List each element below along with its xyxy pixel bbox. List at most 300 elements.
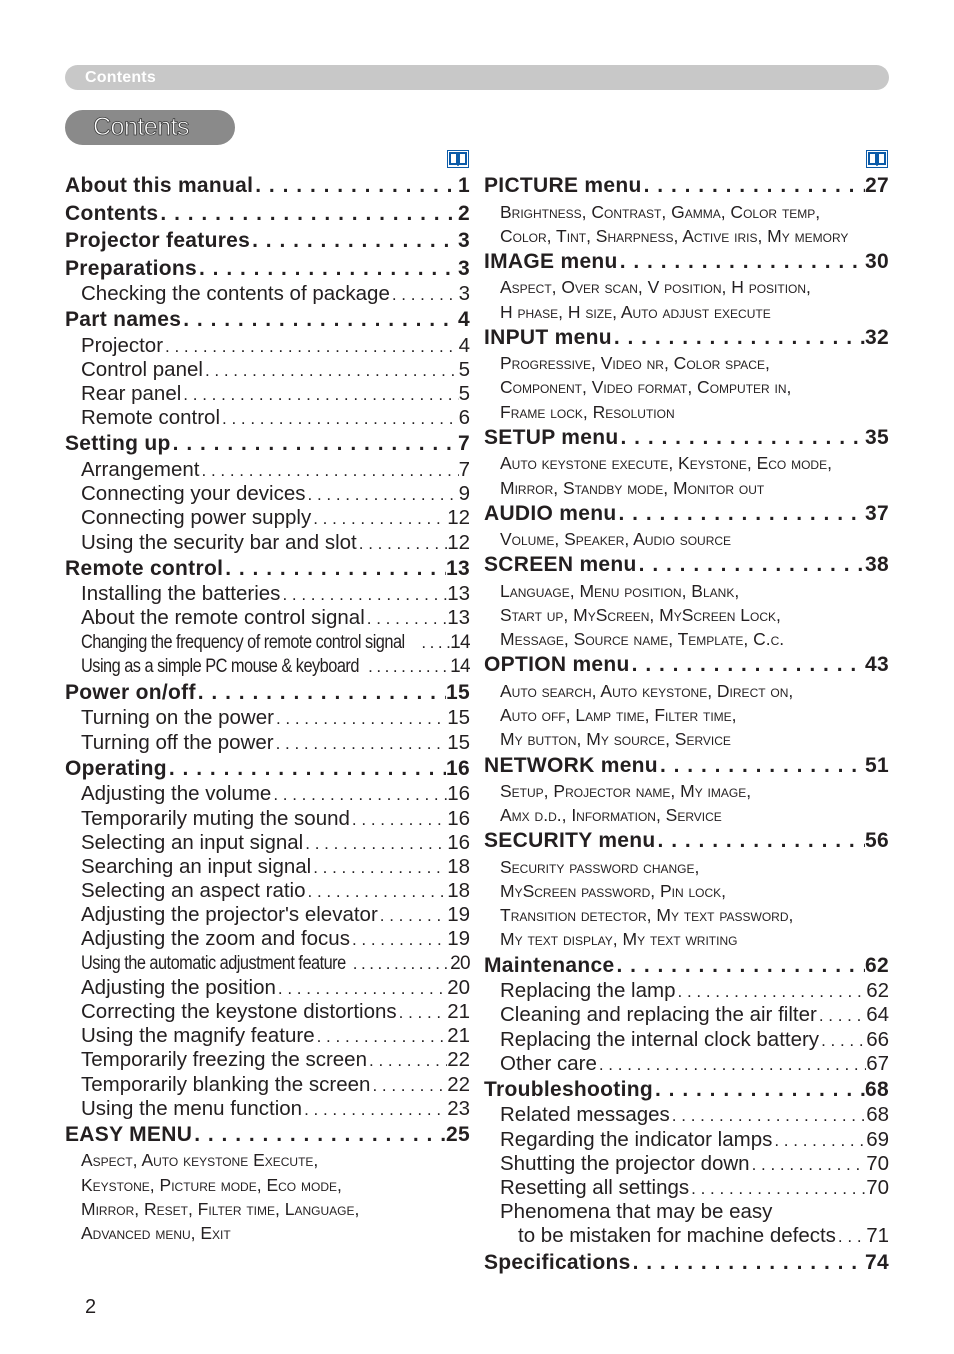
- dot-leader: [631, 1249, 865, 1277]
- toc-entry-label: SCREEN menu: [484, 553, 637, 577]
- toc-page-number: 5: [458, 357, 470, 381]
- toc-subsection-entry[interactable]: [65, 976, 470, 1000]
- toc-entry-label: AUDIO menu: [484, 501, 617, 525]
- toc-entry-label: Control panel: [81, 357, 203, 381]
- dot-leader: [772, 1129, 866, 1152]
- toc-entry-label: Turning on the power: [81, 706, 274, 730]
- toc-entry-label: INPUT menu: [484, 325, 612, 349]
- toc-page-number: 4: [458, 308, 470, 332]
- toc-page-number: 7: [458, 432, 470, 456]
- toc-entry-label: Using the magnify feature: [81, 1024, 315, 1048]
- toc-menu-items: [484, 476, 889, 500]
- toc-page-number: 19: [447, 927, 470, 951]
- toc-subsection-entry[interactable]: [65, 334, 470, 358]
- dot-leader: [390, 283, 459, 306]
- toc-subsection-entry[interactable]: [484, 979, 889, 1003]
- toc-page-number: 21: [447, 1024, 470, 1048]
- toc-entry-label: Auto off, Lamp time, Filter time,: [500, 705, 737, 726]
- dot-leader: [817, 1004, 866, 1027]
- toc-entry-label: OPTION menu: [484, 653, 630, 677]
- dot-leader: [597, 1053, 866, 1076]
- toc-entry-label: Other care: [500, 1051, 597, 1075]
- dot-leader: [615, 952, 866, 980]
- toc-subsection-entry[interactable]: [484, 1176, 889, 1200]
- toc-section-entry[interactable]: [65, 200, 470, 228]
- dot-leader: [653, 1076, 865, 1104]
- toc-entry-label: My text display, My text writing: [500, 929, 738, 950]
- dot-leader: [365, 607, 447, 630]
- toc-entry-label: Phenomena that may be easy: [500, 1200, 773, 1224]
- toc-subsection-entry[interactable]: [484, 1003, 889, 1027]
- toc-entry-label: Using the menu function: [81, 1096, 303, 1120]
- toc-entry-label: Replacing the lamp: [500, 979, 676, 1003]
- toc-entry-label: Selecting an aspect ratio: [81, 879, 306, 903]
- toc-subsection-entry[interactable]: [65, 358, 470, 382]
- toc-page-number: 64: [866, 1003, 889, 1027]
- dot-leader: [311, 856, 447, 879]
- toc-menu-items: [484, 275, 889, 299]
- toc-entry-label: Turning off the power: [81, 730, 274, 754]
- toc-section-entry[interactable]: [484, 172, 889, 200]
- toc-page-number: 67: [866, 1051, 889, 1075]
- toc-entry-label: Temporarily blanking the screen: [81, 1072, 371, 1096]
- toc-menu-items: [484, 727, 889, 751]
- toc-entry-label: Setting up: [65, 432, 171, 456]
- toc-page-number: 7: [458, 457, 470, 481]
- toc-subsection-entry[interactable]: [65, 531, 470, 555]
- dot-leader: [350, 808, 447, 831]
- toc-page-number: 14: [450, 631, 470, 653]
- dot-leader: [618, 424, 865, 452]
- dot-leader: [618, 248, 865, 276]
- toc-page-number: 56: [865, 829, 889, 853]
- dot-leader: [642, 172, 865, 200]
- toc-entry-label: Selecting an input signal: [81, 830, 304, 854]
- dot-leader: [192, 1121, 446, 1149]
- toc-page-number: 3: [458, 229, 470, 252]
- toc-page-number: 66: [866, 1027, 889, 1051]
- toc-entry-label: Start up, MyScreen, MyScreen Lock,: [500, 605, 781, 626]
- toc-page-number: 16: [447, 830, 470, 854]
- toc-entry-label: Cleaning and replacing the air filter: [500, 1003, 817, 1027]
- dot-leader: [351, 952, 450, 976]
- toc-entry-label: Setup, Projector name, My image,: [500, 781, 752, 801]
- dot-leader: [181, 306, 458, 334]
- toc-entry-label: Aspect, Over scan, V position, H position,: [500, 277, 811, 298]
- toc-page-number: 15: [447, 706, 470, 730]
- toc-entry-label: Language, Menu position, Blank,: [500, 580, 740, 601]
- toc-subsection-entry[interactable]: [484, 1152, 889, 1176]
- toc-entry-label: Power on/off: [65, 680, 196, 704]
- toc-entry-label: MyScreen password, Pin lock,: [500, 881, 727, 902]
- toc-page-number: 12: [447, 506, 470, 530]
- toc-entry-label: Volume, Speaker, Audio source: [500, 529, 732, 550]
- toc-entry-label: Adjusting the projector's elevator: [81, 903, 378, 927]
- toc-subsection-entry[interactable]: [484, 1224, 889, 1248]
- dot-leader: [158, 200, 458, 228]
- toc-entry-label: SETUP menu: [484, 425, 619, 449]
- toc-entry-label: Connecting power supply: [81, 506, 312, 530]
- toc-section-entry[interactable]: [65, 1121, 470, 1149]
- toc-section-entry[interactable]: [484, 752, 889, 780]
- toc-section-entry[interactable]: [65, 430, 470, 458]
- toc-subsection-entry[interactable]: [484, 1128, 889, 1152]
- dot-leader: [612, 324, 865, 352]
- toc-entry-label: Remote control: [65, 556, 224, 580]
- toc-right-column: [484, 172, 889, 1276]
- toc-page-number: 18: [447, 879, 470, 903]
- page-title: Contents: [93, 113, 190, 141]
- dot-leader: [819, 1029, 866, 1052]
- toc-page-number: 30: [865, 249, 889, 273]
- dot-leader: [419, 631, 450, 655]
- dot-leader: [750, 1153, 867, 1176]
- toc-entry-label: Checking the contents of package: [81, 282, 390, 305]
- dot-leader: [274, 732, 448, 755]
- toc-left-column: [65, 172, 470, 1245]
- toc-entry-label: Adjusting the zoom and focus: [81, 927, 350, 951]
- toc-section-entry[interactable]: [484, 248, 889, 276]
- toc-section-entry[interactable]: [484, 324, 889, 352]
- dot-leader: [315, 1025, 448, 1048]
- toc-subsection-entry[interactable]: [65, 1024, 470, 1048]
- dot-leader: [197, 255, 458, 283]
- toc-entry-label: Keystone, Picture mode, Eco mode,: [81, 1174, 342, 1195]
- toc-entry-label: About the remote control signal: [81, 606, 365, 630]
- toc-entry-label: Correcting the keystone distortions: [81, 1000, 397, 1023]
- dot-leader: [378, 904, 447, 927]
- toc-menu-items: [65, 1221, 470, 1245]
- toc-page-number: 22: [447, 1048, 470, 1072]
- toc-page-number: 74: [865, 1250, 889, 1274]
- toc-entry-label: Regarding the indicator lamps: [500, 1127, 773, 1151]
- toc-page-number: 21: [447, 1000, 470, 1023]
- toc-page-number: 70: [866, 1151, 889, 1175]
- toc-entry-label: H phase, H size, Auto adjust execute: [500, 301, 771, 322]
- toc-entry-label: Searching an input signal: [81, 854, 312, 878]
- dot-leader: [271, 783, 447, 806]
- toc-entry-label: Contents: [65, 201, 159, 225]
- toc-entry-label: Auto keystone execute, Keystone, Eco mode,: [500, 453, 832, 474]
- toc-subsection-entry[interactable]: [65, 952, 470, 976]
- toc-menu-items: [484, 451, 889, 475]
- toc-subsection-entry[interactable]: [65, 927, 470, 951]
- toc-menu-items: [484, 903, 889, 927]
- toc-entry-label: Resetting all settings: [500, 1175, 690, 1199]
- toc-entry-label: Security password change,: [500, 856, 700, 877]
- dot-leader: [276, 977, 447, 1000]
- toc-menu-items: [484, 527, 889, 551]
- toc-page-number: 13: [447, 582, 470, 606]
- toc-page-number: 20: [447, 975, 470, 999]
- dot-leader: [370, 1074, 447, 1097]
- toc-page-number: 16: [447, 806, 470, 830]
- dot-leader: [689, 1177, 866, 1200]
- toc-page-number: 69: [866, 1127, 889, 1151]
- dot-leader: [167, 755, 446, 783]
- toc-entry-label: Advanced menu, Exit: [81, 1223, 231, 1243]
- dot-leader: [670, 1104, 866, 1127]
- toc-page-number: 19: [447, 903, 470, 927]
- dot-leader: [306, 880, 448, 903]
- toc-page-number: 6: [458, 406, 470, 430]
- toc-menu-items: [484, 679, 889, 703]
- dot-leader: [302, 1098, 447, 1121]
- dot-leader: [366, 655, 450, 679]
- toc-section-entry[interactable]: [484, 952, 889, 980]
- toc-entry-label: Temporarily muting the sound: [81, 806, 350, 830]
- toc-page-number: 1: [458, 174, 470, 197]
- toc-entry-label: Using as a simple PC mouse & keyboard: [81, 655, 359, 677]
- toc-menu-items: [65, 1148, 470, 1172]
- toc-page-number: 15: [447, 730, 470, 754]
- toc-entry-label: Projector features: [65, 229, 251, 252]
- toc-entry-label: Part names: [65, 308, 182, 332]
- toc-entry-label: Aspect, Auto keystone Execute,: [81, 1150, 319, 1171]
- toc-section-entry[interactable]: [65, 255, 470, 283]
- dot-leader: [163, 335, 459, 358]
- toc-menu-items: [484, 927, 889, 951]
- toc-menu-items: [484, 879, 889, 903]
- dot-leader: [637, 551, 865, 579]
- toc-page-number: 25: [446, 1122, 470, 1146]
- toc-section-entry[interactable]: [65, 172, 470, 200]
- toc-section-entry[interactable]: [484, 827, 889, 855]
- dot-leader: [250, 227, 458, 255]
- dot-leader: [836, 1225, 866, 1248]
- toc-subsection-entry[interactable]: [65, 406, 470, 430]
- toc-page-number: 71: [866, 1224, 889, 1248]
- toc-page-number: 35: [865, 425, 889, 449]
- toc-entry-label: Brightness, Contrast, Gamma, Color temp,: [500, 201, 821, 222]
- toc-entry-label: My button, My source, Service: [500, 729, 731, 750]
- toc-entry-label: IMAGE menu: [484, 249, 618, 273]
- toc-page-number: 14: [450, 655, 470, 677]
- toc-menu-items: [484, 400, 889, 424]
- toc-page-number: 4: [458, 333, 470, 357]
- toc-section-entry[interactable]: [65, 227, 470, 255]
- toc-entry-label: Operating: [65, 756, 167, 780]
- toc-page-number: 70: [866, 1175, 889, 1199]
- dot-leader: [397, 1001, 448, 1024]
- toc-page-number: 15: [446, 680, 470, 704]
- toc-page-number: 16: [446, 756, 470, 780]
- toc-entry-label: PICTURE menu: [484, 174, 642, 197]
- toc-subsection-entry[interactable]: [65, 831, 470, 855]
- toc-subsection-entry[interactable]: [65, 458, 470, 482]
- toc-subsection-entry[interactable]: [65, 506, 470, 530]
- dot-leader: [253, 172, 458, 200]
- toc-entry-label: Amx d.d., Information, Service: [500, 805, 722, 826]
- toc-page-number: 3: [458, 282, 470, 305]
- toc-subsection-entry[interactable]: [65, 731, 470, 755]
- toc-entry-label: Specifications: [484, 1250, 631, 1274]
- dot-leader: [676, 980, 867, 1003]
- toc-section-entry[interactable]: [65, 555, 470, 583]
- toc-entry-label: Component, Video format, Computer in,: [500, 377, 792, 398]
- toc-entry-label: Mirror, Standby mode, Monitor out: [500, 477, 765, 498]
- toc-entry-label: Using the security bar and slot: [81, 530, 357, 554]
- toc-menu-items: [484, 300, 889, 324]
- toc-page-number: 22: [447, 1072, 470, 1096]
- dot-leader: [658, 752, 865, 780]
- toc-section-entry[interactable]: [65, 306, 470, 334]
- toc-page-number: 18: [447, 854, 470, 878]
- toc-entry-label: Adjusting the volume: [81, 782, 272, 806]
- toc-subsection-entry[interactable]: [484, 1103, 889, 1127]
- toc-section-entry[interactable]: [484, 1249, 889, 1277]
- toc-section-entry[interactable]: [65, 755, 470, 783]
- toc-subsection-entry[interactable]: [65, 807, 470, 831]
- toc-subsection-entry[interactable]: [65, 1000, 470, 1024]
- toc-entry-label: Frame lock, Resolution: [500, 401, 675, 422]
- toc-menu-items: [484, 579, 889, 603]
- toc-entry-label: Progressive, Video nr, Color space,: [500, 353, 770, 374]
- toc-menu-items: [484, 200, 889, 224]
- toc-page-number: 5: [458, 382, 470, 406]
- toc-entry-label: Using the automatic adjustment feature: [81, 952, 346, 974]
- toc-entry-label: Connecting your devices: [81, 482, 306, 506]
- toc-section-entry[interactable]: [484, 551, 889, 579]
- toc-page-number: 32: [865, 325, 889, 349]
- toc-entry-label: Temporarily freezing the screen: [81, 1048, 367, 1072]
- toc-page-number: 43: [865, 653, 889, 677]
- toc-menu-items: [65, 1173, 470, 1197]
- dot-leader: [656, 827, 865, 855]
- toc-page-number: 12: [447, 530, 470, 554]
- dot-leader: [311, 507, 447, 530]
- dot-leader: [196, 679, 446, 707]
- toc-subsection-entry[interactable]: [65, 606, 470, 630]
- toc-subsection-entry[interactable]: [65, 631, 470, 655]
- title-pill: [65, 110, 235, 145]
- toc-menu-items: [484, 351, 889, 375]
- dot-leader: [367, 1049, 447, 1072]
- toc-page-number: 37: [865, 501, 889, 525]
- dot-leader: [357, 532, 447, 555]
- dot-leader: [181, 383, 458, 406]
- toc-subsection-entry[interactable]: [65, 903, 470, 927]
- toc-entry-label: Shutting the projector down: [500, 1151, 750, 1175]
- toc-menu-items: [484, 703, 889, 727]
- dot-leader: [630, 651, 865, 679]
- toc-page-number: 38: [865, 553, 889, 577]
- toc-section-entry[interactable]: [65, 679, 470, 707]
- toc-subsection-entry[interactable]: [65, 655, 470, 679]
- dot-leader: [306, 483, 459, 506]
- toc-subsection-entry[interactable]: [65, 706, 470, 730]
- toc-menu-items: [484, 603, 889, 627]
- toc-menu-items: [484, 855, 889, 879]
- toc-entry-label: NETWORK menu: [484, 753, 658, 777]
- toc-entry-label: Projector: [81, 333, 164, 357]
- toc-page-number: 20: [450, 952, 470, 974]
- toc-page-number: 68: [865, 1077, 889, 1101]
- toc-entry-label: Troubleshooting: [484, 1077, 653, 1101]
- toc-subsection-entry[interactable]: [65, 782, 470, 806]
- toc-subsection-entry[interactable]: [65, 879, 470, 903]
- book-icon: [866, 150, 888, 168]
- toc-subsection-entry[interactable]: [65, 382, 470, 406]
- toc-entry-label: to be mistaken for machine defects: [518, 1224, 836, 1248]
- toc-subsection-entry[interactable]: [484, 1028, 889, 1052]
- toc-page-number: 51: [865, 753, 889, 777]
- toc-page-number: 23: [447, 1096, 470, 1120]
- toc-entry-label: Replacing the internal clock battery: [500, 1027, 820, 1051]
- toc-subsection-entry[interactable]: [65, 282, 470, 306]
- toc-entry-label: EASY MENU: [65, 1122, 193, 1146]
- toc-subsection-entry[interactable]: [65, 855, 470, 879]
- toc-entry-label: Adjusting the position: [81, 975, 276, 999]
- dot-leader: [350, 928, 447, 951]
- toc-subsection-entry[interactable]: [65, 582, 470, 606]
- dot-leader: [274, 707, 447, 730]
- toc-subsection-entry[interactable]: [484, 1052, 889, 1076]
- toc-entry-label: Transition detector, My text password,: [500, 905, 794, 926]
- toc-subsection-entry[interactable]: [65, 1073, 470, 1097]
- toc-page-number: 2: [458, 201, 470, 225]
- toc-page-number: 3: [458, 256, 470, 280]
- toc-menu-items: [65, 1197, 470, 1221]
- toc-menu-items: [484, 224, 889, 248]
- toc-page-number: 68: [866, 1103, 889, 1127]
- page-number: 2: [85, 1296, 97, 1318]
- dot-leader: [171, 430, 458, 458]
- dot-leader: [280, 583, 447, 606]
- header-bar: [65, 65, 889, 90]
- toc-entry-label: Related messages: [500, 1103, 670, 1127]
- dot-leader: [617, 500, 866, 528]
- toc-page-number: 9: [458, 482, 470, 506]
- toc-subsection-entry[interactable]: [65, 482, 470, 506]
- toc-entry-label: Maintenance: [484, 953, 615, 977]
- dot-leader: [200, 459, 459, 482]
- toc-section-entry[interactable]: [484, 651, 889, 679]
- toc-entry-label: About this manual: [65, 174, 254, 197]
- toc-section-entry[interactable]: [484, 1076, 889, 1104]
- dot-leader: [220, 407, 459, 430]
- toc-section-entry[interactable]: [484, 424, 889, 452]
- toc-entry-label: Remote control: [81, 406, 221, 430]
- dot-leader: [203, 359, 459, 382]
- toc-subsection-entry[interactable]: [65, 1048, 470, 1072]
- toc-entry-label: Mirror, Reset, Filter time, Language,: [81, 1198, 360, 1219]
- dot-leader: [223, 555, 446, 583]
- toc-menu-items: [484, 1200, 889, 1224]
- toc-menu-items: [484, 627, 889, 651]
- toc-entry-label: Preparations: [65, 256, 197, 280]
- header-label: Contents: [85, 69, 156, 86]
- toc-entry-label: Auto search, Auto keystone, Direct on,: [500, 680, 794, 701]
- book-icon: [447, 150, 469, 168]
- toc-page-number: 16: [447, 782, 470, 806]
- toc-entry-label: Rear panel: [81, 382, 182, 406]
- toc-page-number: 62: [866, 979, 889, 1003]
- toc-entry-label: Message, Source name, Template, C.c.: [500, 629, 785, 650]
- toc-page-number: 62: [865, 953, 889, 977]
- toc-entry-label: Arrangement: [81, 457, 200, 481]
- toc-page-number: 13: [447, 606, 470, 630]
- toc-menu-items: [484, 779, 889, 803]
- toc-entry-label: Color, Tint, Sharpness, Active iris, My memory: [500, 225, 849, 246]
- toc-section-entry[interactable]: [484, 500, 889, 528]
- toc-page-number: 27: [865, 174, 889, 197]
- toc-entry-label: Installing the batteries: [81, 582, 281, 606]
- toc-entry-label: SECURITY menu: [484, 829, 656, 853]
- toc-entry-label: Changing the frequency of remote control signal: [81, 631, 405, 653]
- toc-menu-items: [484, 803, 889, 827]
- toc-subsection-entry[interactable]: [65, 1097, 470, 1121]
